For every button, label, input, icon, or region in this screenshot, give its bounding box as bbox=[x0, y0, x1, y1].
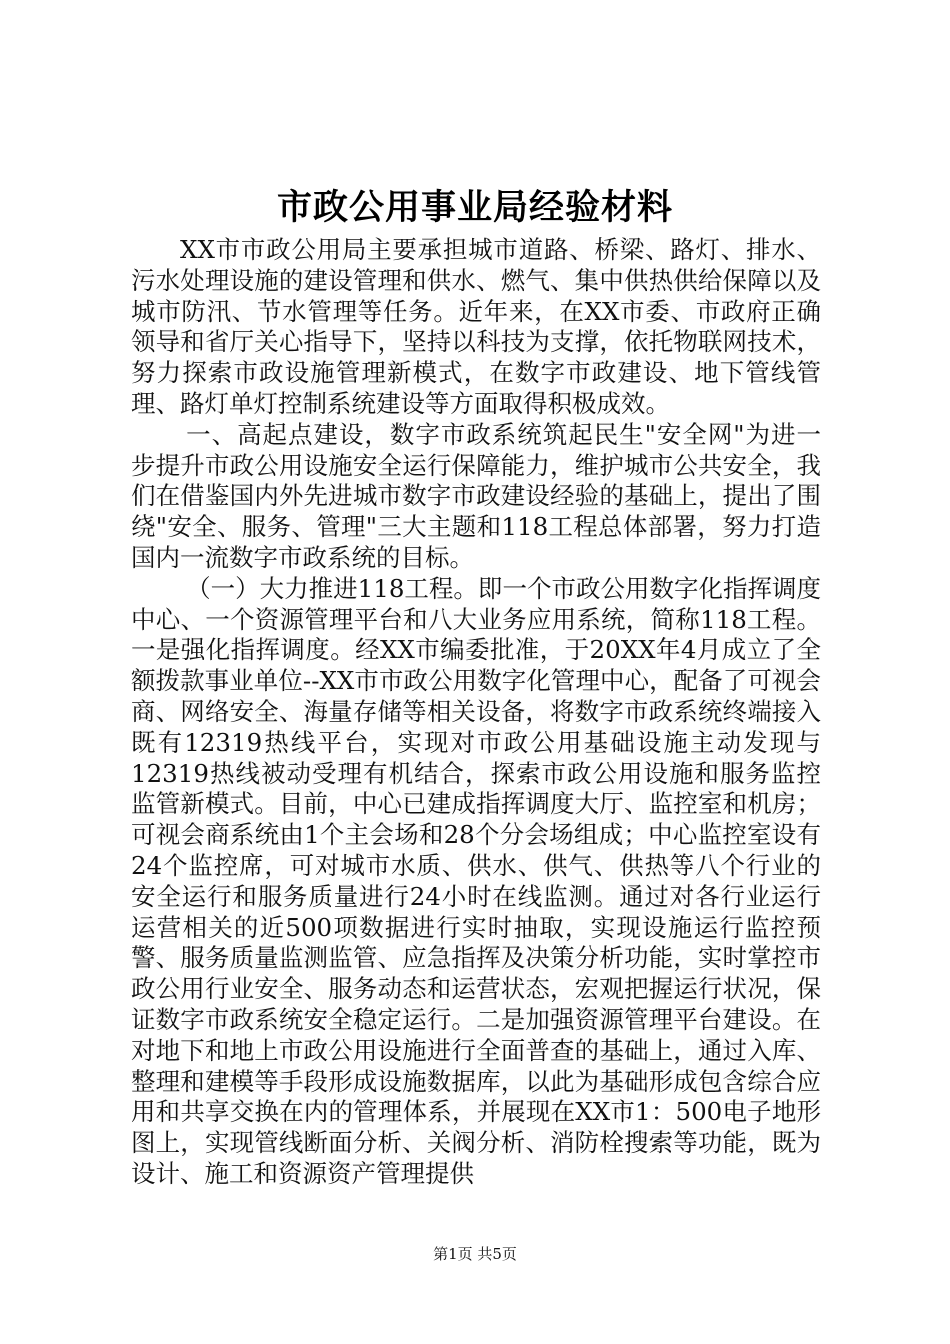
page-number-footer: 第1页 共5页 bbox=[433, 1245, 517, 1263]
paragraph-section-one: 一、高起点建设，数字市政系统筑起民生"安全网"为进一步提升市政公用设施安全运行保障能力，维护城市公共安全，我们在借鉴国内外先进城市数字市政建设经验的基础上，提出了围绕"安全、服务、管理"三大主题和118工程总体部署，努力打造国内一流数字市政系统的目标。 bbox=[131, 419, 821, 572]
document-title: 市政公用事业局经验材料 bbox=[276, 187, 673, 228]
paragraph-subsection-one: （一）大力推进118工程。即一个市政公用数字化指挥调度中心、一个资源管理平台和八大业务应用系统，简称118工程。一是强化指挥调度。经XX市编委批准，于20XX年4月成立了全额拨款事业单位--XX市市政公用数字化管理中心，配备了可视会商、网络安全、海量存储等相关设备，将数字市政系统终端接入既有12319热线平台，实现对市政公用基础设施主动发现与12319热线被动受理有机结合，探索市政公用设施和服务监控监管新模式。目前，中心已建成指挥调度大厅、监控室和机房；可视会商系统由1个主会场和28个分会场组成；中心监控室设有24个监控席，可对城市水质、供水、供气、供热等八个行业的安全运行和服务质量进行24小时在线监测。通过对各行业运行运营相关的近500项数据进行实时抽取，实现设施运行监控预警、服务质量监测监管、应急指挥及决策分析功能，实时掌控市政公用行业安全、服务动态和运营状态，宏观把握运行状况，保证数字市政系统安全稳定运行。二是加强资源管理平台建设。在对地下和地上市政公用设施进行全面普查的基础上，通过入库、整理和建模等手段形成设施数据库，以此为基础形成包含综合应用和共享交换在内的管理体系，并展现在XX市1：500电子地形图上，实现管线断面分析、关阀分析、消防栓搜索等功能，既为设计、施工和资源资产管理提供 bbox=[131, 573, 821, 1188]
paragraph-intro: XX市市政公用局主要承担城市道路、桥梁、路灯、排水、污水处理设施的建设管理和供水、燃气、集中供热供给保障以及城市防汛、节水管理等任务。近年来，在XX市委、市政府正确领导和省厅关心指导下，坚持以科技为支撑，依托物联网技术，努力探索市政设施管理新模式，在数字市政建设、地下管线管理、路灯单灯控制系统建设等方面取得积极成效。 bbox=[131, 235, 821, 418]
document-body bbox=[131, 235, 821, 1190]
